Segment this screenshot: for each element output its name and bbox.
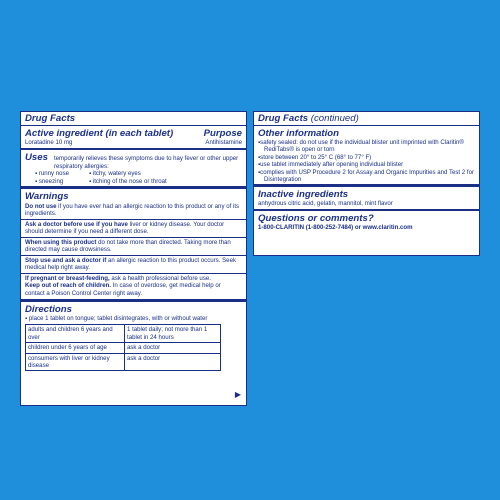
list-item: ▪ store between 20° to 25° C (68° to 77° F)	[258, 154, 475, 161]
purpose-heading: Purpose	[203, 128, 242, 139]
questions-heading: Questions or comments?	[258, 213, 374, 225]
inactive-ingredients-heading: Inactive ingredients	[258, 188, 349, 200]
other-information-list	[254, 139, 479, 183]
warning-stop-use: Stop use and ask a doctor if an allergic reaction to this product occurs. Seek medical help right away.	[25, 256, 237, 272]
symptom-item: ▪ itchy, watery eyes	[89, 170, 242, 177]
table-row: consumers with liver or kidney disease ask a doctor	[26, 353, 221, 371]
uses-text: temporarily relieves these symptoms due to hay fever or other upper respiratory allergies:	[53, 155, 239, 170]
warning-do-not-use: Do not use if you have ever had an allergic reaction to this product or any of its ingredients.	[25, 202, 240, 218]
uses-heading: Uses	[25, 152, 48, 164]
directions-table	[25, 324, 221, 371]
table-row: adults and children 6 years and over 1 tablet daily; not more than 1 tablet in 24 hours	[26, 325, 221, 343]
active-ingredient-name: Loratadine 10 mg	[25, 139, 73, 146]
list-item: ▪ complies with USP Procedure 2 for Assay and Organic Impurities and Test 2 for Disintegration	[258, 169, 475, 184]
directions-bullet: ▪ place 1 tablet on tongue; tablet disintegrates, with or without water	[21, 315, 246, 323]
symptom-item: ▪ sneezing	[35, 178, 89, 185]
drug-facts-panel-right	[253, 111, 480, 256]
questions-text: 1-800-CLARITIN (1-800-252-7484) or www.claritin.com	[258, 224, 413, 232]
directions-heading: Directions	[25, 303, 72, 315]
symptom-item: ▪ runny nose	[35, 170, 89, 177]
warning-ask-doctor: Ask a doctor before use if you have liver or kidney disease. Your doctor should determine if you need a different dose.	[25, 220, 225, 236]
inactive-ingredients-text: anhydrous citric acid, gelatin, mannitol, mint flavor	[258, 199, 393, 207]
continue-arrow-icon: ▶	[234, 390, 241, 399]
drug-facts-title: Drug Facts	[25, 113, 76, 124]
active-ingredient-purpose: Antihistamine	[205, 139, 242, 146]
other-information-heading: Other information	[258, 128, 340, 139]
symptom-item: ▪ itching of the nose or throat	[89, 178, 242, 185]
active-ingredient-heading: Active ingredient (in each tablet)	[25, 128, 174, 139]
list-item: ▪ use tablet immediately after opening individual blister	[258, 161, 475, 168]
warnings-heading: Warnings	[25, 190, 69, 202]
symptoms-list	[21, 170, 246, 185]
warning-pregnant-keep-out: If pregnant or breast-feeding, ask a health professional before use. Keep out of reach of children. In case of overdose, get medical help or contact a Poison Control Center right away.	[25, 274, 221, 297]
table-row: children under 6 years of age ask a doctor	[26, 343, 221, 353]
list-item: ▪ safety sealed: do not use if the individual blister unit imprinted with Claritin® RediTabs® is open or torn	[258, 139, 475, 154]
drug-facts-continued-title: Drug Facts (continued)	[258, 113, 359, 124]
drug-facts-panel-left	[20, 111, 247, 406]
warning-when-using: When using this product do not take more than directed. Taking more than directed may cause drowsiness.	[25, 238, 231, 254]
